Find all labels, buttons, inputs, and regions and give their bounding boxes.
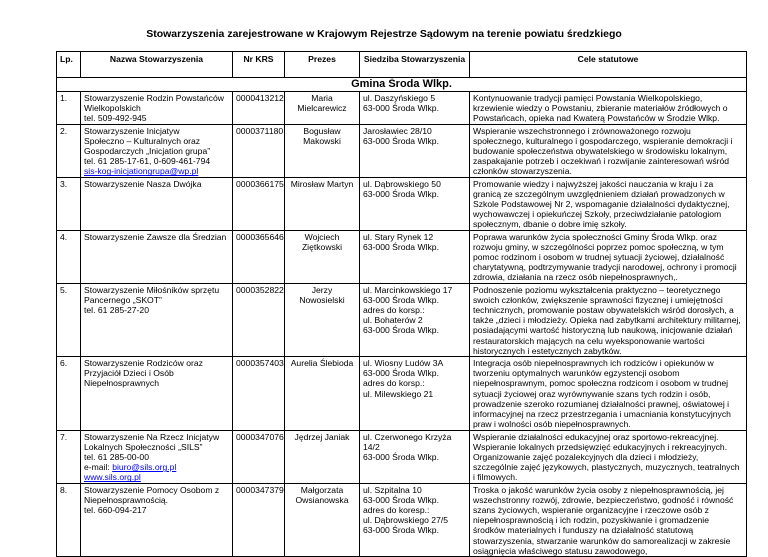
header-nazwa: Nazwa Stowarzyszenia bbox=[81, 52, 233, 78]
cell-krs: 0000352822 bbox=[233, 283, 285, 356]
cell-nazwa bbox=[81, 483, 233, 556]
nazwa-line: Stowarzyszenie Rodziców oraz bbox=[84, 358, 203, 369]
associations-table bbox=[56, 51, 747, 557]
nazwa-line: Pancernego „SKOT” bbox=[84, 294, 162, 305]
email-line bbox=[84, 462, 229, 472]
cell-cele bbox=[470, 92, 747, 125]
nazwa-line: Stowarzyszenie Inicjatyw bbox=[84, 125, 180, 136]
header-krs: Nr KRS bbox=[233, 52, 285, 78]
siedziba-line: ul. Marcinkowskiego 17 bbox=[363, 284, 453, 295]
nazwa-line: Stowarzyszenie Na Rzecz Inicjatyw bbox=[84, 431, 220, 442]
table-row bbox=[57, 430, 747, 483]
cele-text: Wspieranie działalności edukacyjnej oraz sportowo-rekreacyjnej. Wspieranie lokalnych przedsięwzięć edukacyjnych i rekreacyjnych. Organizowanie zajęć pozalekcyjnych dla dzieci i młodzieży, szczególnie zajęć językowych, plastycznych, muzycznych, teatralnych i filmowych. bbox=[473, 431, 740, 483]
table-row bbox=[57, 124, 747, 177]
cell-prezes: Małgorzata Owsianowska bbox=[285, 483, 360, 556]
cell-nazwa bbox=[81, 283, 233, 356]
email-link[interactable]: biuro@sils.org.pl bbox=[112, 462, 177, 473]
section-row bbox=[57, 78, 747, 92]
cell-siedziba bbox=[360, 483, 470, 556]
table-row bbox=[57, 177, 747, 230]
nazwa-line: Przyjaciół Dzieci i Osób bbox=[84, 368, 174, 379]
siedziba-line: 63-000 Środa Wlkp. bbox=[363, 135, 439, 146]
siedziba-line: 63-000 Środa Wlkp. bbox=[363, 451, 439, 462]
cell-krs: 0000347379 bbox=[233, 483, 285, 556]
cell-nazwa bbox=[81, 124, 233, 177]
siedziba-line: ul. Daszyńskiego 5 bbox=[363, 93, 436, 103]
siedziba-line: adres do koresp.: bbox=[363, 504, 430, 515]
cell-krs: 0000347076 bbox=[233, 430, 285, 483]
nazwa-line: tel. 61 285-27-20 bbox=[84, 305, 149, 316]
cele-text: Promowanie wiedzy i najwyższej jakości nauczania w kraju i za granicą ze szczególnym uwzględnieniem działań prowadzonych w Szkole Podstawowej Nr 2, wspomaganie działalności dydaktycznej, wychowawczej i opiekuńczej Szkoły, przeciwdziałanie patologiom społecznym, dbanie o dobre imię szkoły. bbox=[473, 178, 730, 230]
cell-siedziba bbox=[360, 177, 470, 230]
siedziba-line: adres do korsp.: bbox=[363, 305, 425, 316]
cell-siedziba bbox=[360, 430, 470, 483]
nazwa-line: tel. 509-492-945 bbox=[84, 113, 147, 124]
cele-text: Troska o jakość warunków życia osoby z niepełnosprawnością, jej wszechstronny rozwój, zdrowie, bezpieczeństwo, godność i równość szans życiowych, wspieranie organizacyjne i rzeczowe osób z niepełnosprawnością i ich rodzin, pozyskiwanie i gromadzenie środków materialnych i funduszy na działalność statutową stowarzyszenia, stwarzanie warunków do samorealizacji w zakresie osiągnięcia właściwego statusu zawodowego, bbox=[473, 484, 734, 556]
web-link[interactable]: sis-kog-inicjationgrupa@wp.pl bbox=[84, 166, 199, 177]
cell-lp: 7. bbox=[57, 430, 81, 483]
nazwa-line: Stowarzyszenie Nasza Dwójka bbox=[84, 178, 202, 189]
siedziba-line: ul. Stary Rynek 12 bbox=[363, 231, 434, 242]
cell-lp: 3. bbox=[57, 177, 81, 230]
cell-siedziba bbox=[360, 230, 470, 283]
cele-text: Poprawa warunków życia społeczności Gminy Środa Wlkp. oraz rozwoju gminy, w szczególności poprzez pomoc społeczną, w tym pomoc rodzinom i osobom w trudnej sytuacji życiowej, działalność charytatywną, podtrzymywanie tradycji narodowej, ochrony i promocji zdrowia, działania na rzecz osób niepełnosprawnych,. bbox=[473, 231, 737, 283]
siedziba-line: 63-000 Środa Wlkp. bbox=[363, 494, 439, 505]
nazwa-line: Niepełnosprawnych bbox=[84, 378, 159, 389]
cell-prezes: Mirosław Martyn bbox=[285, 177, 360, 230]
header-siedziba: Siedziba Stowarzyszenia bbox=[360, 52, 470, 78]
siedziba-line: 63-000 Środa Wlkp. bbox=[363, 325, 439, 336]
nazwa-line: Stowarzyszenie Miłośników sprzętu bbox=[84, 284, 220, 295]
cell-lp: 5. bbox=[57, 283, 81, 356]
cell-nazwa bbox=[81, 230, 233, 283]
cell-siedziba bbox=[360, 124, 470, 177]
cell-krs: 0000413212 bbox=[233, 92, 285, 125]
siedziba-line: 63-000 Środa Wlkp. bbox=[363, 241, 439, 252]
siedziba-line: 63-000 Środa Wlkp. bbox=[363, 188, 439, 199]
cell-nazwa bbox=[81, 177, 233, 230]
cell-lp: 4. bbox=[57, 230, 81, 283]
cele-text: Wspieranie wszechstronnego i zrównoważonego rozwoju społecznego, kulturalnego i gospodarczego, wspieranie demokracji i budowanie społeczeństwa obywatelskiego w środowisku lokalnym, zaspakajanie potrzeb i oczekiwań i rozwijanie zainteresowań wśród członków stowarzyszenia. bbox=[473, 125, 733, 177]
siedziba-line: ul. Czerwonego Krzyża bbox=[363, 431, 452, 442]
nazwa-line: Niepełnosprawnością. bbox=[84, 494, 169, 505]
siedziba-line: ul. Dąbrowskiego 50 bbox=[363, 178, 441, 189]
cell-krs: 0000366175 bbox=[233, 177, 285, 230]
cele-text: Integracja osób niepełnosprawnych ich rodziców i opiekunów w tworzeniu optymalnych warunków egzystencji osobom niepełnosprawnym, pomoc społeczna rodzicom i osobom w trudnej sytuacji życiowej oraz wyrównywanie szans tych rodzin i osób, prowadzenie szeroko rozumianej działalności prawnej, oświatowej i informacyjnej na rzecz przestrzegania i umacniania konstytucyjnych praw i wolności osób niepełnosprawnych. bbox=[473, 358, 731, 430]
nazwa-line: Stowarzyszenie Zawsze dla Średzian bbox=[84, 231, 227, 242]
nazwa-line: tel. 61 285-17-61, 0-609-461-794 bbox=[84, 156, 211, 167]
table-row bbox=[57, 483, 747, 556]
header-lp: Lp. bbox=[57, 52, 81, 78]
nazwa-line: Stowarzyszenie Rodzin Powstańców bbox=[84, 93, 224, 103]
siedziba-line: 63-000 Środa Wlkp. bbox=[363, 368, 439, 379]
cell-siedziba bbox=[360, 92, 470, 125]
siedziba-line: Jarosławiec 28/10 bbox=[363, 125, 432, 136]
siedziba-line: ul. Szpitalna 10 bbox=[363, 484, 422, 495]
cell-cele bbox=[470, 483, 747, 556]
cell-cele bbox=[470, 124, 747, 177]
cell-prezes: Aurelia Ślebioda bbox=[285, 357, 360, 430]
cell-lp: 1. bbox=[57, 92, 81, 125]
header-cele: Cele statutowe bbox=[470, 52, 747, 78]
section-title: Gmina Środa Wlkp. bbox=[57, 78, 747, 92]
table-row bbox=[57, 230, 747, 283]
cele-text: Kontynuowanie tradycji pamięci Powstania Wielkopolskiego, krzewienie wiedzy o Powstaniu, zbieranie materiałów źródłowych o Powstańcach, opieka nad Kwaterą Powstańców w Środzie Wlkp. bbox=[473, 93, 728, 124]
cell-lp: 2. bbox=[57, 124, 81, 177]
table-header-row bbox=[57, 52, 747, 78]
document-title: Stowarzyszenia zarejestrowane w Krajowym Rejestrze Sądowym na terenie powiatu średzkiego bbox=[146, 28, 622, 40]
table-row bbox=[57, 357, 747, 430]
web-link[interactable]: www.sils.org.pl bbox=[84, 472, 141, 483]
cell-cele bbox=[470, 283, 747, 356]
table-row bbox=[57, 92, 747, 125]
cell-siedziba bbox=[360, 357, 470, 430]
nazwa-line: Lokalnych Społeczności „SILS” bbox=[84, 441, 203, 452]
nazwa-line: Gospodarczych „Inicjation grupa” bbox=[84, 146, 211, 157]
cell-lp: 6. bbox=[57, 357, 81, 430]
siedziba-line: 63-000 Środa Wlkp. bbox=[363, 294, 439, 305]
header-prezes: Prezes bbox=[285, 52, 360, 78]
siedziba-line: ul. Dąbrowskiego 27/5 bbox=[363, 515, 449, 526]
siedziba-line: ul. Bohaterów 2 bbox=[363, 315, 423, 326]
cell-cele bbox=[470, 177, 747, 230]
siedziba-line: ul. Milewskiego 21 bbox=[363, 388, 434, 399]
email-label: e-mail: bbox=[84, 462, 113, 473]
siedziba-line: 14/2 bbox=[363, 441, 380, 452]
siedziba-line: 63-000 Środa Wlkp. bbox=[363, 103, 439, 114]
cell-krs: 0000365646 bbox=[233, 230, 285, 283]
cell-prezes: Wojciech Ziętkowski bbox=[285, 230, 360, 283]
cell-nazwa bbox=[81, 357, 233, 430]
cell-prezes: Bogusław Makowski bbox=[285, 124, 360, 177]
siedziba-line: ul. Wiosny Ludów 3A bbox=[363, 358, 444, 369]
cell-krs: 0000371180 bbox=[233, 124, 285, 177]
cell-nazwa bbox=[81, 430, 233, 483]
nazwa-line: Wielkopolskich bbox=[84, 103, 141, 114]
cell-prezes: Maria Mielcarewicz bbox=[285, 92, 360, 125]
cell-nazwa bbox=[81, 92, 233, 125]
nazwa-line: Społeczno – Kulturalnych oraz bbox=[84, 135, 201, 146]
siedziba-line: 63-000 Środa Wlkp. bbox=[363, 525, 439, 536]
siedziba-line: adres do korsp.: bbox=[363, 378, 425, 389]
nazwa-line: tel. 61 285-00-00 bbox=[84, 451, 149, 462]
cell-prezes: Jędrzej Janiak bbox=[285, 430, 360, 483]
cell-cele bbox=[470, 357, 747, 430]
cell-cele bbox=[470, 230, 747, 283]
cell-lp: 8. bbox=[57, 483, 81, 556]
cell-siedziba bbox=[360, 283, 470, 356]
table-row bbox=[57, 283, 747, 356]
cell-cele bbox=[470, 430, 747, 483]
nazwa-line: tel. 660-094-217 bbox=[84, 504, 147, 515]
cell-krs: 0000357403 bbox=[233, 357, 285, 430]
nazwa-line: Stowarzyszenie Pomocy Osobom z bbox=[84, 484, 220, 495]
cell-prezes: Jerzy Nowosielski bbox=[285, 283, 360, 356]
cele-text: Podnoszenie poziomu wykształcenia praktyczno – teoretycznego swoich członków, zwiększenie sprawności fizycznej i umiejętności technicznych, promowanie postaw obywatelskich wśród dorosłych, a także „dzieci i młodzieży. Opieka nad zabytkami architektury militarnej, posiadającymi wartość historyczną lub naukową, inicjowanie działań restauratorskich mających na celu wyeksponowanie wartości historycznych i estetycznych zabytków. bbox=[473, 284, 741, 356]
